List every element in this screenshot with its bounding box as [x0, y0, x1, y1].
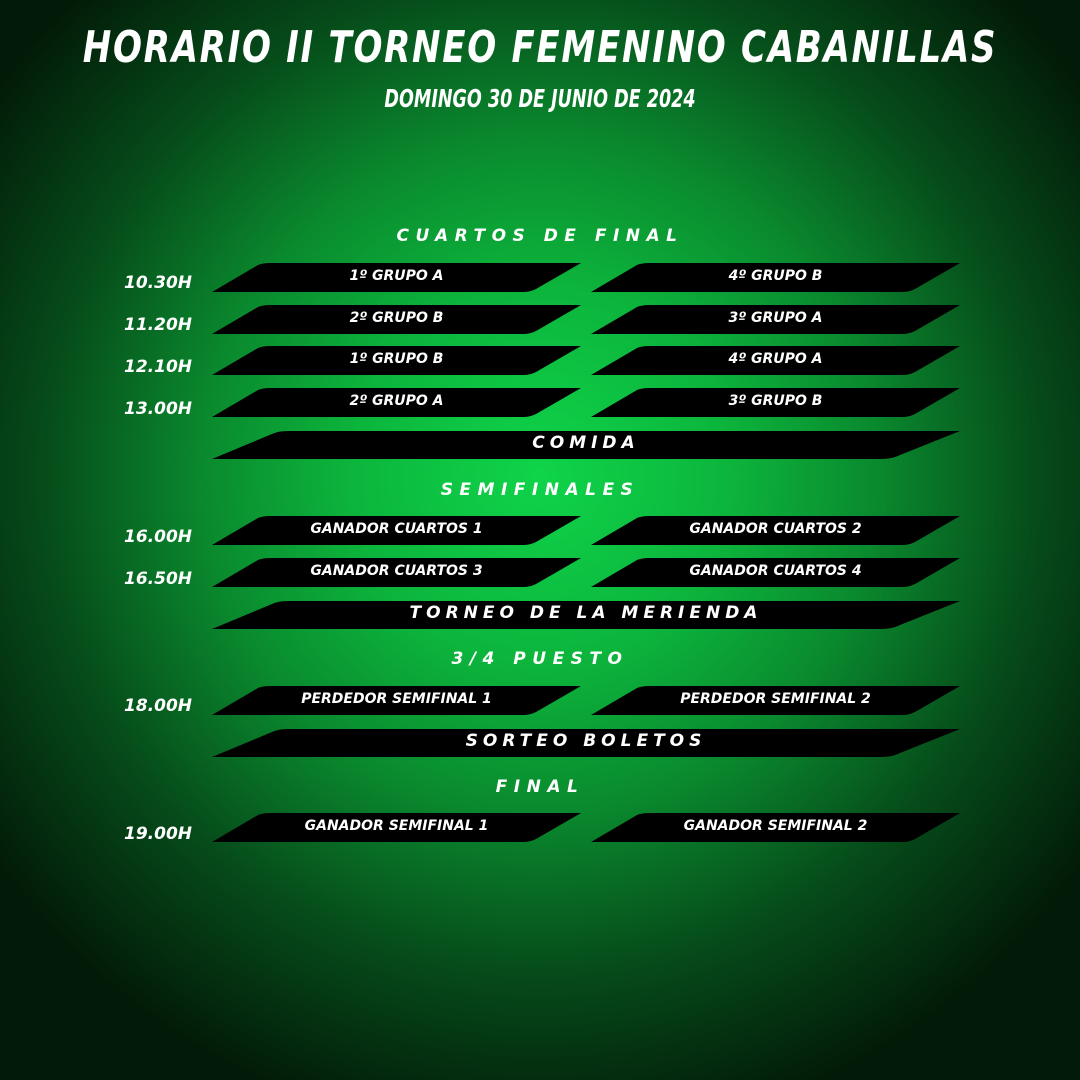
match-home-team: 1º GRUPO B: [349, 351, 444, 367]
match-away-team: 4º GRUPO B: [728, 268, 823, 284]
section-heading-final: FINAL: [495, 777, 585, 797]
break-banner-sorteo: [212, 728, 960, 757]
match-slot-home: [212, 263, 581, 292]
match-home-team: 2º GRUPO A: [349, 393, 444, 409]
match-time: 18.00H: [124, 696, 192, 716]
section-heading-semifinales: SEMIFINALES: [440, 480, 640, 500]
match-time: 10.30H: [124, 273, 192, 293]
match-slot-away: [591, 813, 960, 842]
match-away-team: GANADOR CUARTOS 2: [689, 521, 862, 537]
match-away-team: GANADOR SEMIFINAL 2: [683, 818, 868, 834]
match-slot-away: [591, 558, 960, 587]
match-slot-home: [212, 686, 581, 715]
match-time: 13.00H: [124, 399, 192, 419]
match-away-team: GANADOR CUARTOS 4: [689, 563, 862, 579]
match-time: 12.10H: [124, 357, 192, 377]
section-heading-tercer-puesto: 3/4 PUESTO: [451, 649, 629, 669]
match-slot-away: [591, 388, 960, 417]
match-slot-away: [591, 686, 960, 715]
section-heading-cuartos: CUARTOS DE FINAL: [396, 226, 684, 246]
match-slot-home: [212, 558, 581, 587]
match-time: 16.00H: [124, 527, 192, 547]
match-slot-away: [591, 346, 960, 375]
break-label: SORTEO BOLETOS: [465, 731, 707, 751]
match-away-team: PERDEDOR SEMIFINAL 2: [680, 691, 871, 707]
match-time: 11.20H: [124, 315, 192, 335]
match-home-team: 1º GRUPO A: [349, 268, 444, 284]
match-home-team: GANADOR CUARTOS 1: [310, 521, 483, 537]
match-slot-home: [212, 516, 581, 545]
match-home-team: GANADOR CUARTOS 3: [310, 563, 483, 579]
match-away-team: 4º GRUPO A: [728, 351, 823, 367]
match-slot-away: [591, 305, 960, 334]
match-time: 19.00H: [124, 824, 192, 844]
match-slot-home: [212, 813, 581, 842]
match-slot-away: [591, 516, 960, 545]
match-home-team: PERDEDOR SEMIFINAL 1: [301, 691, 492, 707]
match-time: 16.50H: [124, 569, 192, 589]
match-home-team: 2º GRUPO B: [349, 310, 444, 326]
match-slot-home: [212, 346, 581, 375]
break-label: COMIDA: [532, 433, 640, 453]
match-away-team: 3º GRUPO B: [728, 393, 823, 409]
page-subtitle: DOMINGO 30 DE JUNIO DE 2024: [384, 84, 696, 113]
page-title: HORARIO II TORNEO FEMENINO CABANILLAS: [82, 22, 998, 73]
match-away-team: 3º GRUPO A: [728, 310, 823, 326]
break-label: TORNEO DE LA MERIENDA: [409, 603, 763, 623]
match-slot-away: [591, 263, 960, 292]
match-slot-home: [212, 305, 581, 334]
match-slot-home: [212, 388, 581, 417]
break-banner-merienda: [212, 600, 960, 629]
match-home-team: GANADOR SEMIFINAL 1: [304, 818, 489, 834]
break-banner-comida: [212, 430, 960, 459]
